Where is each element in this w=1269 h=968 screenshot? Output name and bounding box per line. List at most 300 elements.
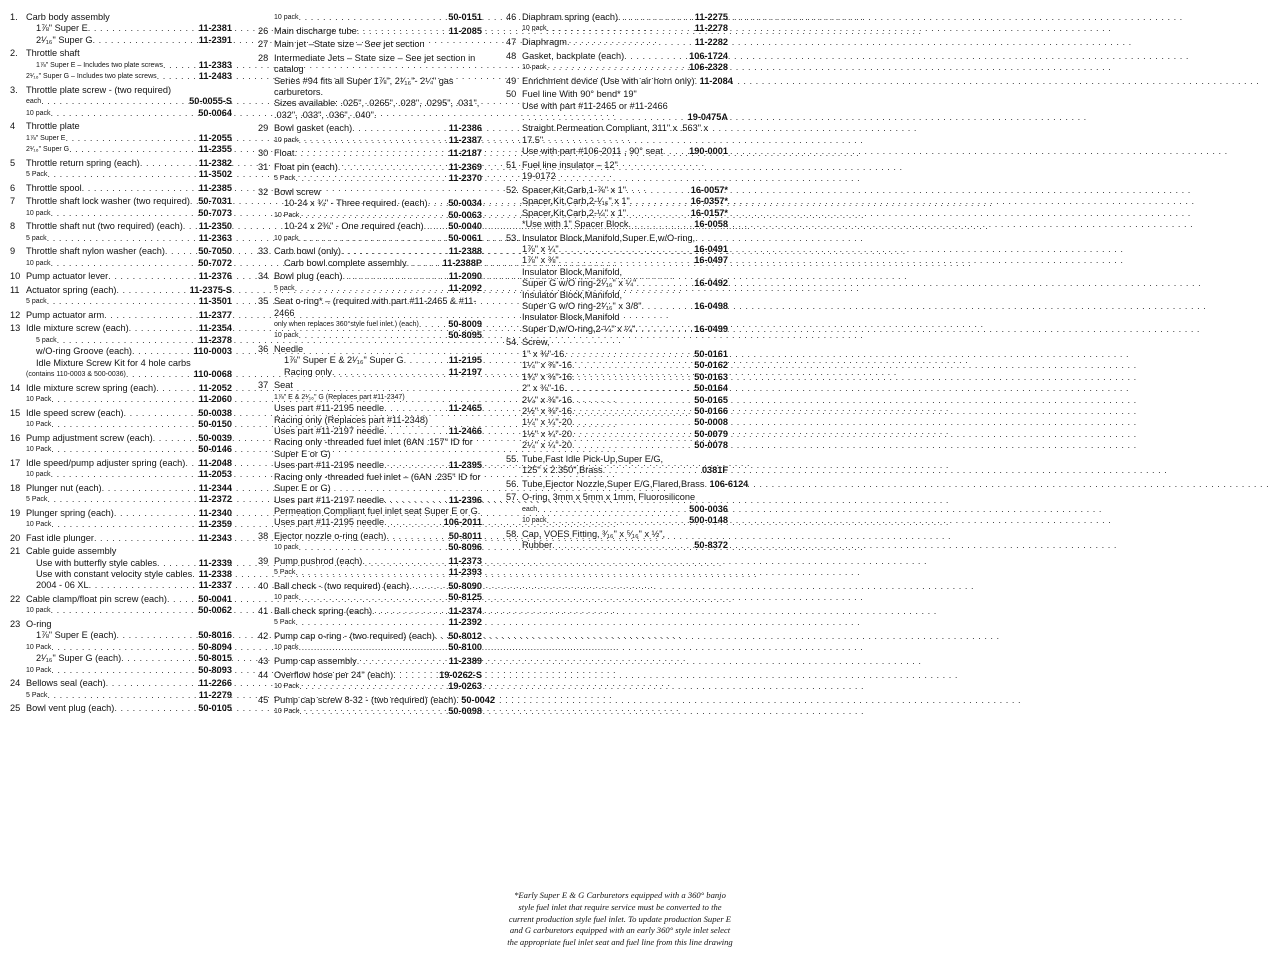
part-line: [506, 372, 728, 383]
part-description: Pump cap o-ring - (two required) (each): [274, 630, 435, 641]
part-description: Uses part #11-2195 needle: [274, 403, 385, 414]
part-line: [10, 419, 232, 430]
item-number: 53.: [506, 232, 519, 243]
leader-dots: [190, 196, 197, 207]
parts-item: [258, 162, 482, 185]
part-number: 11-2195: [448, 355, 482, 366]
leader-dots: [522, 112, 687, 123]
leader-dots: [140, 158, 198, 169]
parts-item: [506, 233, 728, 336]
part-number: 50-0064: [198, 107, 232, 118]
leader-dots: [157, 71, 198, 82]
part-number: 50-8372: [694, 540, 728, 551]
item-heading: [258, 380, 482, 391]
item-number: 24: [10, 678, 21, 689]
part-line: [506, 417, 728, 428]
part-line: [506, 244, 728, 255]
part-line: [10, 383, 232, 394]
part-line: [506, 478, 749, 490]
part-description: Throttle shaft nut (two required) (each): [26, 221, 183, 232]
part-number: 11-2465: [448, 403, 482, 414]
part-note: 19-0172: [522, 171, 556, 182]
part-line: [10, 533, 232, 544]
item-heading: [10, 121, 232, 132]
item-heading: [10, 546, 232, 557]
part-description: 1⅞" Super E (each): [36, 630, 117, 641]
part-description: Uses part #11-2195 needle: [274, 460, 385, 471]
part-line: [258, 592, 482, 603]
parts-item: [10, 458, 232, 481]
part-description: 2¹⁄₁₆" Super G (each): [36, 653, 122, 664]
part-number: 16-0497: [694, 255, 728, 266]
parts-item: [506, 185, 728, 231]
item-heading: [10, 619, 232, 630]
part-line: [10, 296, 232, 307]
part-description: Bowl gasket (each): [274, 123, 353, 134]
part-line: [258, 271, 482, 282]
part-description: 1⅞" Super E – Includes two plate screws: [36, 61, 163, 69]
part-line: [258, 367, 482, 378]
part-number: 11-2187: [448, 148, 482, 159]
leader-dots: [295, 173, 447, 184]
part-note: Permeation Compliant fuel inlet seat Super E or G.: [274, 505, 481, 516]
parts-item: [258, 581, 482, 604]
part-number: 11-2339: [198, 557, 232, 568]
part-description: Rubber: [522, 540, 553, 551]
leader-dots: [104, 310, 198, 321]
part-line: [506, 360, 728, 371]
parts-item: [258, 380, 482, 528]
part-description: 2¼" x ⅜"-16: [522, 394, 572, 405]
parts-item: [10, 533, 232, 544]
leader-dots: [547, 62, 689, 73]
part-line: [506, 465, 728, 476]
part-number: 11-2376: [198, 271, 232, 282]
item-heading: [506, 454, 728, 465]
part-line: [10, 444, 232, 455]
parts-item: [10, 546, 232, 592]
part-number: 50-7031: [198, 196, 232, 207]
item-heading: [258, 296, 482, 319]
part-description: Cable clamp/float pin screw (each): [26, 594, 167, 605]
parts-column-1: [10, 12, 232, 717]
item-number: 18: [10, 482, 21, 493]
part-line: [10, 258, 232, 269]
part-description: Intermediate Jets – State size – See jet section in catalog: [274, 52, 476, 75]
part-number: 50-0105: [198, 703, 232, 714]
parts-item: [10, 678, 232, 701]
leader-dots: [51, 665, 197, 676]
part-number: 50-8094: [198, 641, 232, 652]
part-description: Bowl vent plug (each): [26, 703, 115, 714]
part-description: 5 Pack: [26, 496, 48, 504]
part-line: [258, 556, 482, 567]
part-line: [10, 642, 232, 653]
leader-dots: [65, 133, 197, 144]
part-description: 10 pack: [522, 25, 547, 33]
part-number: 11-2372: [198, 494, 232, 505]
part-note: Idle Mixture Screw Kit for 4 hole carbs: [36, 357, 191, 368]
part-number: 50-0161: [694, 348, 728, 359]
part-number: 11-2387: [448, 134, 482, 145]
part-note: Use with part #11-2465 or #11-2466: [522, 100, 668, 111]
leader-dots: [51, 394, 197, 405]
parts-item: [506, 75, 733, 87]
parts-item: [258, 694, 496, 718]
parts-item: [10, 619, 232, 676]
part-number: 500-0036: [689, 503, 728, 514]
parts-item: [258, 656, 482, 667]
part-number: 16-0157*: [690, 207, 728, 218]
part-line: [506, 301, 728, 312]
item-heading: [506, 233, 728, 244]
part-number: 50-0078: [694, 440, 728, 451]
leader-dots: [338, 162, 448, 173]
leader-dots: [626, 208, 690, 219]
leader-dots: [185, 458, 197, 469]
part-line: [10, 23, 232, 34]
parts-item: [506, 337, 728, 451]
parts-item: [506, 12, 728, 35]
part-number: 11-2084: [699, 75, 733, 86]
part-line: [258, 426, 482, 437]
part-number: 11-2395: [448, 460, 482, 471]
leader-dots: [126, 369, 193, 380]
part-line: [10, 346, 232, 357]
item-number: 37: [258, 380, 269, 391]
leader-dots: [572, 360, 693, 371]
leader-dots: [357, 26, 448, 37]
parts-item: [10, 383, 232, 406]
part-number: 11-2359: [198, 519, 232, 530]
part-description: 10 pack: [26, 471, 51, 479]
part-note: Racing only -threaded fuel inlet (6AN .157" ID for Super E or G): [274, 437, 473, 459]
part-number: 50-0038: [198, 407, 232, 418]
item-number: 38: [258, 530, 269, 541]
item-number: 42: [258, 630, 269, 641]
leader-dots: [295, 567, 447, 578]
part-line: [10, 271, 232, 282]
part-line: [506, 440, 728, 451]
part-number: 110-0068: [193, 369, 232, 380]
part-description: Bowl plug (each): [274, 271, 343, 282]
part-line: [506, 196, 728, 207]
part-line: [258, 148, 482, 159]
part-description: only when replaces 360°style fuel inlet.) (each): [274, 321, 419, 329]
item-number: 28: [258, 52, 269, 63]
part-line: [506, 51, 728, 62]
part-description: 10 pack: [274, 594, 299, 602]
part-number: 11-2386: [448, 123, 482, 134]
part-number: 19-0262-S: [439, 669, 482, 680]
part-line: [10, 653, 232, 664]
leader-dots: [114, 703, 197, 714]
part-description: Diaphram spring (each): [522, 12, 618, 22]
part-line: [506, 540, 728, 551]
part-line: [10, 630, 232, 641]
leader-dots: [404, 355, 448, 366]
leader-dots: [51, 469, 198, 480]
part-line: [10, 369, 232, 380]
leader-dots: [618, 12, 694, 23]
leader-dots: [332, 367, 448, 378]
leader-dots: [299, 135, 448, 146]
part-note: Sizes available: .025", .0265", .028", .0295", .031", .032", .033", .036", .040".: [274, 98, 480, 120]
leader-dots: [384, 495, 448, 506]
parts-item: [10, 271, 232, 282]
leader-dots: [47, 233, 198, 244]
part-description: 2004 - 06 XL: [36, 580, 89, 591]
item-heading: [258, 187, 482, 198]
part-note: Insulator Block,Manifold,: [522, 266, 623, 277]
leader-dots: [341, 246, 448, 257]
leader-dots: [51, 642, 197, 653]
parts-item: [258, 296, 482, 342]
part-line: [258, 495, 482, 506]
part-description: 10 Pack: [26, 446, 52, 454]
part-number: 50-7072: [198, 257, 232, 268]
parts-item: [10, 221, 232, 244]
leader-dots: [424, 221, 448, 232]
leader-dots: [294, 148, 447, 159]
parts-column-2: [258, 12, 496, 720]
part-description: 5 pack: [26, 234, 47, 242]
part-number: 16-0492: [694, 278, 728, 289]
parts-item: [10, 508, 232, 531]
part-description: Seat o-ring* – (required with part #11-2465 & #11-2466: [274, 296, 477, 318]
part-description: Pump cap assembly: [274, 655, 357, 666]
part-line: [10, 458, 232, 469]
part-line: [10, 519, 232, 530]
part-line: [10, 60, 232, 71]
part-number: 50-0055-S: [189, 96, 232, 107]
parts-item: [10, 158, 232, 181]
leader-dots: [299, 330, 448, 341]
part-line: [10, 233, 232, 244]
part-description: Seat: [274, 380, 293, 391]
part-number: 11-2392: [448, 617, 482, 628]
part-line: [506, 504, 728, 515]
part-line: [10, 665, 232, 676]
item-number: 57.: [506, 492, 519, 503]
leader-dots: [51, 519, 197, 530]
part-description: O-ring: [26, 619, 52, 630]
part-number: 16-0357*: [690, 196, 728, 207]
part-description: Tube,Ejector Nozzle,Super E/G,Flared,Brass: [522, 478, 705, 489]
part-description: Needle: [274, 344, 304, 355]
parts-item: [258, 123, 482, 146]
part-line: [506, 429, 728, 440]
part-description: Use with part #106-2011 , 90° seat: [522, 146, 663, 157]
item-number: 20: [10, 532, 21, 543]
item-number: 40: [258, 580, 269, 591]
leader-dots: [409, 581, 447, 592]
part-line: [258, 330, 482, 341]
parts-item: [10, 323, 232, 380]
part-line: [506, 349, 728, 360]
leader-dots: [51, 444, 197, 455]
item-number: 16: [10, 432, 21, 443]
parts-item: [258, 12, 482, 23]
part-description: Throttle shaft: [26, 48, 80, 59]
part-number: 11-2060: [198, 394, 232, 405]
part-number: 11-2282: [694, 37, 728, 47]
part-description: Bowl screw: [274, 187, 321, 197]
leader-dots: [299, 681, 447, 692]
part-description: Overflow hose per 24" (each): [274, 669, 394, 680]
item-heading: [10, 85, 232, 96]
part-number: 50-0163: [694, 371, 728, 382]
part-description: Throttle plate: [26, 121, 80, 132]
part-description: 10-24 x ¾" - Three required. (each): [284, 198, 428, 209]
part-note: Racing only -threaded fuel inlet – (6AN .235" ID for Super E or G): [274, 471, 481, 494]
part-line: [10, 605, 232, 616]
part-number: 11-2354: [198, 323, 232, 334]
part-number: 11-2090: [448, 271, 482, 282]
parts-item: [258, 670, 482, 693]
part-line: [258, 631, 482, 642]
leader-dots: [357, 656, 448, 667]
part-description: 5 Pack: [274, 569, 296, 577]
part-description: 1⅞" Super E & 2¹⁄₁₆" Super G: [284, 355, 404, 366]
part-description: Cable guide assembly: [26, 546, 117, 557]
leader-dots: [384, 403, 448, 414]
leader-dots: [106, 678, 198, 689]
leader-dots: [428, 198, 448, 209]
part-note: Series #94 fits all Super 1⅞", 2¹⁄₁₆"- 2¼" gas carburetors.: [274, 75, 454, 97]
part-note: Racing only (Replaces part #11-2348): [274, 414, 429, 425]
item-number: 56.: [506, 478, 519, 489]
leader-dots: [362, 556, 447, 567]
leader-dots: [116, 285, 188, 296]
part-number: 11-2340: [198, 507, 232, 518]
part-line: [258, 617, 482, 628]
part-number: 106-2011: [443, 517, 482, 528]
part-description: 5 Pack: [26, 691, 48, 699]
part-description: 2¹⁄₁₆" Super G: [36, 34, 93, 45]
part-number: 11-2055: [198, 132, 232, 143]
leader-dots: [352, 123, 448, 134]
leader-dots: [642, 301, 694, 312]
part-line: [258, 567, 482, 578]
part-description: 10 pack: [274, 136, 299, 144]
part-line: [10, 71, 232, 82]
part-line: [506, 185, 728, 196]
part-description: 1⅞" Super E: [26, 134, 66, 142]
part-number: 19-0475A: [687, 112, 728, 122]
part-line: [506, 278, 728, 289]
leader-dots: [559, 255, 694, 266]
part-number: 50-8090: [448, 580, 482, 591]
part-line: [10, 310, 232, 321]
part-description: Uses part #11-2195 needle: [274, 517, 385, 528]
part-description: Super D,w/O-ring,2-¼" x ¼": [522, 323, 636, 334]
item-heading: [258, 53, 482, 76]
part-description: Throttle shaft nylon washer (each): [26, 246, 165, 257]
part-description: each: [522, 505, 538, 513]
part-description: 5 Pack: [274, 619, 296, 627]
leader-dots: [47, 169, 197, 180]
leader-dots: [372, 606, 448, 617]
item-number: 3.: [10, 84, 18, 95]
part-line: [258, 531, 482, 542]
part-description: 10 pack: [274, 544, 299, 552]
part-number: 11-2389: [448, 655, 482, 666]
part-description: Use with butterfly style cables: [36, 557, 158, 568]
part-number: 11-2382: [198, 157, 232, 168]
leader-dots: [51, 258, 198, 269]
part-description: Idle speed/pump adjuster spring (each): [26, 457, 186, 468]
part-description: 10-24 x 2⅜" - One required (each): [284, 221, 424, 232]
part-line: [10, 144, 232, 155]
part-line: [10, 569, 232, 580]
item-number: 19: [10, 507, 21, 518]
parts-item: [506, 160, 728, 183]
part-line: [258, 246, 482, 257]
parts-item: [10, 285, 232, 308]
part-description: Carb body assembly: [26, 12, 110, 22]
part-description: 10 pack: [274, 332, 299, 340]
leader-dots: [552, 540, 693, 551]
leader-dots: [572, 372, 693, 383]
part-number: 11-2388P: [442, 257, 482, 268]
part-description: 10 Pack: [26, 396, 52, 404]
part-number: 50-0146: [198, 444, 232, 455]
part-line: [258, 642, 482, 653]
part-description: 1¾" x ⅜"-16: [522, 371, 572, 382]
part-number: 11-2197: [448, 366, 482, 377]
part-description: 2½" x ⅜"-16: [522, 405, 572, 416]
item-heading: [506, 337, 728, 348]
item-number: 45: [258, 694, 269, 705]
part-line: [10, 558, 232, 569]
item-number: 22: [10, 594, 21, 605]
part-number: 11-2266: [198, 678, 232, 689]
part-description: Throttle shaft lock washer (two required): [26, 196, 190, 207]
part-description: 1¼" x ⅜"-16: [522, 360, 572, 371]
part-description: Fuel line With 90° bend* 19": [522, 89, 637, 100]
leader-dots: [635, 324, 693, 335]
item-number: 49: [506, 75, 517, 86]
parts-item: [506, 51, 728, 74]
part-description: Tube,Fast Idle Pick-Up,Super E/G,: [522, 453, 664, 464]
parts-item: [10, 594, 232, 617]
part-description: Ball check - (two required) (each): [274, 580, 410, 591]
part-line: [10, 196, 232, 207]
leader-dots: [116, 630, 197, 641]
part-number: 11-2381: [198, 23, 232, 34]
part-description: 2¼" x ¼"-20: [522, 440, 572, 451]
part-number: 50-8012: [448, 630, 482, 641]
leader-dots: [435, 631, 447, 642]
leader-dots: [299, 542, 448, 553]
item-number: 27: [258, 39, 269, 50]
part-description: Diaphragm: [522, 37, 567, 47]
leader-dots: [102, 483, 198, 494]
leader-dots: [153, 433, 198, 444]
leader-dots: [47, 296, 198, 307]
part-line: [10, 703, 232, 714]
leader-dots: [603, 465, 701, 476]
part-description: Pump actuator arm: [26, 309, 105, 320]
item-heading: [10, 12, 232, 23]
part-description: Racing only: [284, 366, 333, 377]
item-number: 50: [506, 89, 517, 100]
part-number: 11-2391: [198, 34, 232, 45]
part-number: 50-0042: [461, 694, 496, 705]
item-number: 13: [10, 323, 21, 334]
item-number: 36: [258, 344, 269, 355]
